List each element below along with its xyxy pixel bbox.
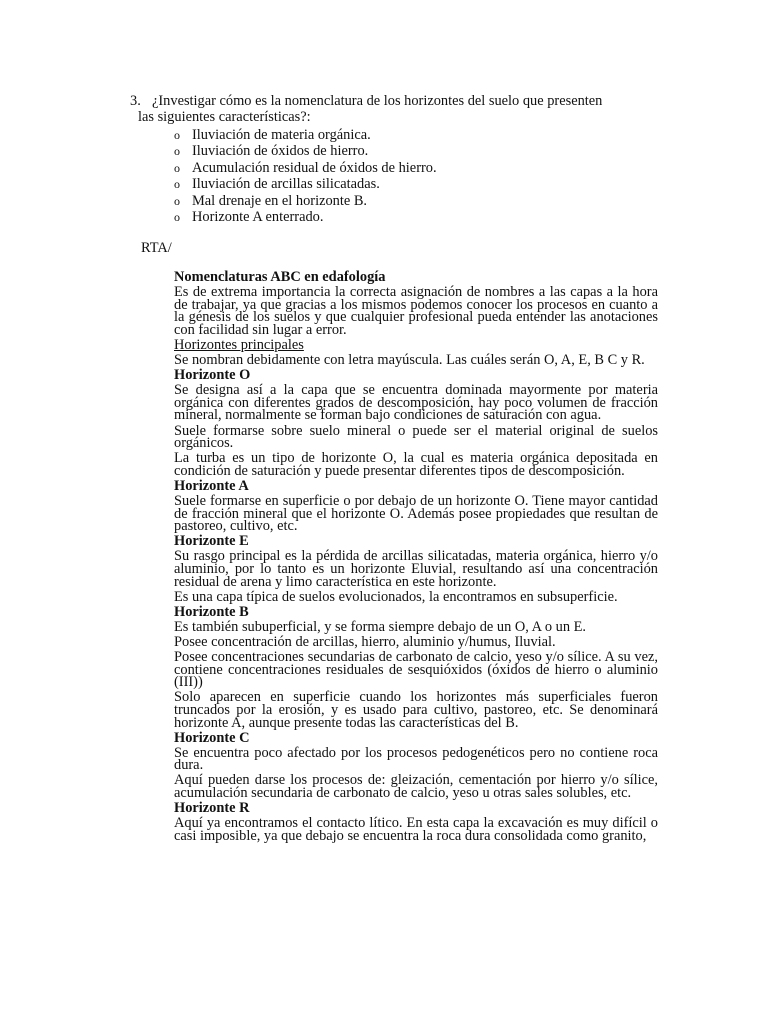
horizon-b-heading: Horizonte B [174, 603, 249, 620]
list-item-text: Iluviación de materia orgánica. [192, 127, 371, 143]
horizon-r-paragraph-1: Aquí ya encontramos el contacto lítico. En esta capa la excavación es muy difícil o casi imposible, ya que debajo se encuentra la roca dura consolidada como granito, [174, 815, 658, 844]
list-item [174, 160, 437, 176]
horizon-c-paragraph-2: Aquí pueden darse los procesos de: gleización, cementación por hierro y/o sílice, acumulación secundaria de carbonato de calcio, yeso u otras sales solubles, etc. [174, 772, 658, 801]
bullet-icon: o [174, 209, 180, 224]
horizon-b-paragraph-1: Es también subuperficial, y se forma siempre debajo de un O, A o un E. [174, 618, 587, 635]
bullet-icon: o [174, 193, 180, 208]
list-item-text: Horizonte A enterrado. [192, 208, 324, 225]
horizon-a-heading: Horizonte A [174, 477, 249, 494]
bullet-icon: o [174, 177, 180, 192]
horizon-o-paragraph-1: Se designa así a la capa que se encuentra dominada mayormente por materia orgánica con diferentes grados de descomposición, hay poco volumen de fracción mineral, normalmente se forman bajo condiciones de saturación con agua. [174, 382, 658, 424]
list-item-text: Iluviación de óxidos de hierro. [192, 143, 369, 160]
bullet-icon: o [174, 144, 180, 159]
bullet-icon: o [174, 160, 180, 175]
list-item [174, 143, 437, 159]
list-item [174, 127, 437, 143]
list-item [174, 209, 437, 225]
horizon-a-paragraph-1: Suele formarse en superficie o por debajo de un horizonte O. Tiene mayor cantidad de fracción mineral que el horizonte O. Además posee propiedades que resultan de pastoreo, cultivo, etc. [174, 493, 658, 535]
horizon-c-heading: Horizonte C [174, 729, 250, 746]
list-item-text: Mal drenaje en el horizonte B. [192, 192, 368, 209]
horizon-e-paragraph-1: Su rasgo principal es la pérdida de arcillas silicatadas, materia orgánica, hierro y/o aluminio, por lo tanto es un horizonte Eluvial, resultando así una concentración residual de arena y limo característica en este horizonte. [174, 548, 658, 590]
horizon-e-heading: Horizonte E [174, 533, 249, 550]
list-item-text: Acumulación residual de óxidos de hierro. [192, 159, 437, 176]
question-text-line-2: las siguientes características?: [138, 109, 311, 125]
answer-body [174, 271, 658, 845]
principal-horizons-heading: Horizontes principales [174, 336, 304, 353]
list-item [174, 193, 437, 209]
section-title: Nomenclaturas ABC en edafología [174, 269, 386, 285]
horizon-c-paragraph-1: Se encuentra poco afectado por los procesos pedogenéticos pero no contiene roca dura. [174, 744, 658, 774]
bullet-icon: o [174, 128, 180, 142]
principal-horizons-text: Se nombran debidamente con letra mayúscula. Las cuáles serán O, A, E, B C y R. [174, 352, 645, 369]
horizon-b-paragraph-3: Posee concentraciones secundarias de carbonato de calcio, yeso y/o sílice. A su vez, contiene concentraciones residuales de sesquióxidos (óxidos de hierro o aluminio (III)) [174, 649, 658, 691]
answer-label: RTA/ [141, 240, 172, 256]
question-number: 3. [130, 93, 141, 109]
horizon-e-paragraph-2: Es una capa típica de suelos evolucionados, la encontramos en subsuperficie. [174, 588, 618, 605]
question-text-line-1: ¿Investigar cómo es la nomenclatura de los horizontes del suelo que presenten [152, 93, 603, 109]
horizon-o-heading: Horizonte O [174, 367, 251, 384]
horizon-o-paragraph-3: La turba es un tipo de horizonte O, la cual es materia orgánica depositada en condición de saturación y puede presentar diferentes tipos de descomposición. [174, 450, 658, 479]
horizon-b-paragraph-2: Posee concentración de arcillas, hierro, aluminio y/humus, Iluvial. [174, 633, 556, 650]
question-items-list [174, 127, 437, 225]
list-item [174, 176, 437, 192]
horizon-r-heading: Horizonte R [174, 800, 250, 817]
list-item-text: Iluviación de arcillas silicatadas. [192, 176, 380, 193]
horizon-b-paragraph-4: Solo aparecen en superficie cuando los horizontes más superficiales fueron truncados por la erosión, y es usado para cultivo, pastoreo, etc. Se denominará horizonte A, aunque presente todas las características del B. [174, 689, 658, 731]
horizon-o-paragraph-2: Suele formarse sobre suelo mineral o puede ser el material original de suelos orgánicos. [174, 422, 658, 452]
intro-paragraph: Es de extrema importancia la correcta asignación de nombres a las capas a la hora de trabajar, ya que gracias a los mismos podemos conocer los procesos en cuanto a la génesis de los suelos y que cualquier profesional pueda entender las anotaciones con facilidad sin lugar a error. [174, 284, 658, 338]
